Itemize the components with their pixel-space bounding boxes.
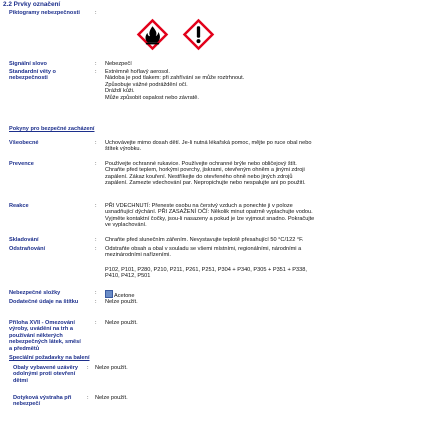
storage-label: Skladování <box>9 237 39 243</box>
colon: : <box>95 299 97 305</box>
general-value: Uchovávejte mimo dosah dětí. Je-li nutná lékařská pomoc, mějte po ruce obal nebo štítek výrobku. <box>105 140 312 153</box>
flame-pictogram-icon <box>136 18 169 51</box>
child-closures-label: Obaly vybavené uzávěry odolnými proti otevření dětmi <box>13 365 78 384</box>
hazardous-components-value: Acetone <box>105 290 425 299</box>
hazardous-components-label: Nebezpečné složky <box>9 290 61 296</box>
prevention-label: Prevence <box>9 161 34 167</box>
annex-xvii-value: Nelze použít. <box>105 320 138 326</box>
precautionary-codes: P102, P101, P280, P210, P211, P261, P251, P304 + P340, P305 + P351 + P338, P410, P412, P501 <box>105 267 307 280</box>
hazard-statements-value: Extrémně hořlavý aerosol. Nádoba je pod tlakem: při zahřívání se může roztrhnout. Způsobuje vážné podráždění očí. Dráždí kůži. Může způsobit ospalost nebo závratě. <box>105 69 245 101</box>
additional-label-info-label: Dodatečné údaje na štítku <box>9 299 79 305</box>
colon: : <box>87 395 89 401</box>
colon: : <box>95 61 97 67</box>
exclamation-mark-pictogram-icon <box>182 18 215 51</box>
tactile-warning-value: Nelze použít. <box>95 395 128 401</box>
pictograms-colon: : <box>95 10 97 16</box>
colon: : <box>95 237 97 243</box>
colon: : <box>87 365 89 371</box>
colon: : <box>95 203 97 209</box>
reaction-value: PŘI VDECHNUTÍ: Přeneste osobu na čerstvý vzduch a ponechte ji v poloze usnadňující dýchání. PŘI ZASAŽENÍ OČÍ: Několik minut opatrně vyplachujte vodou. Vyjměte kontaktní čočky, jsou-li nasazeny a pokud je lze vyjmout snadno. Pokračujte ve vyplachování. <box>105 203 315 229</box>
pictograms-label: Piktogramy nebezpečnosti <box>9 10 80 16</box>
hazard-statements-label: Standardní věty o nebezpečnosti <box>9 69 56 82</box>
disposal-value: Odstraňte obsah a obal v souladu se všemi místními, regionálními, národními a mezinárodními nařízeními. <box>105 246 302 259</box>
annex-xvii-label: Příloha XVII - Omezování výroby, uvádění na trh a používání některých nebezpečných látek, směsí a předmětů <box>9 320 81 352</box>
packaging-heading: Speciální požadavky na balení <box>9 355 90 361</box>
colon: : <box>95 246 97 252</box>
colon: : <box>95 320 97 326</box>
child-closures-value: Nelze použít. <box>95 365 128 371</box>
colon: : <box>95 290 97 296</box>
signal-word-value: Nebezpečí <box>105 61 132 67</box>
additional-label-info-value: Nelze použít. <box>105 299 138 305</box>
signal-word-label: Signální slovo <box>9 61 47 67</box>
precautionary-heading: Pokyny pro bezpečné zacházení <box>9 126 95 132</box>
general-label: Všeobecné <box>9 140 39 146</box>
prevention-value: Používejte ochranné rukavice. Používejte ochranné brýle nebo obličejový štít. Chraňte před teplem, horkými povrchy, jiskrami, otevřeným ohněm a jinými zdroji zapálení. Zákaz kouření. Nestříkejte do otevřeného ohně nebo jiných zdrojů zapálení. Zamezte vdechování par. Nepropichujte nebo nespalujte ani po použití. <box>105 161 306 187</box>
reaction-label: Reakce <box>9 203 29 209</box>
storage-value: Chraňte před slunečním zářením. Nevystavujte teplotě přesahující 50 °C/122 °F. <box>105 237 304 243</box>
colon: : <box>95 161 97 167</box>
section-title: 2.2 Prvky označení <box>3 1 61 8</box>
disposal-label: Odstraňování <box>9 246 46 252</box>
colon: : <box>95 140 97 146</box>
checkbox-icon <box>105 290 113 298</box>
tactile-warning-label: Dotyková výstraha při nebezpečí <box>13 395 72 408</box>
colon: : <box>95 69 97 75</box>
